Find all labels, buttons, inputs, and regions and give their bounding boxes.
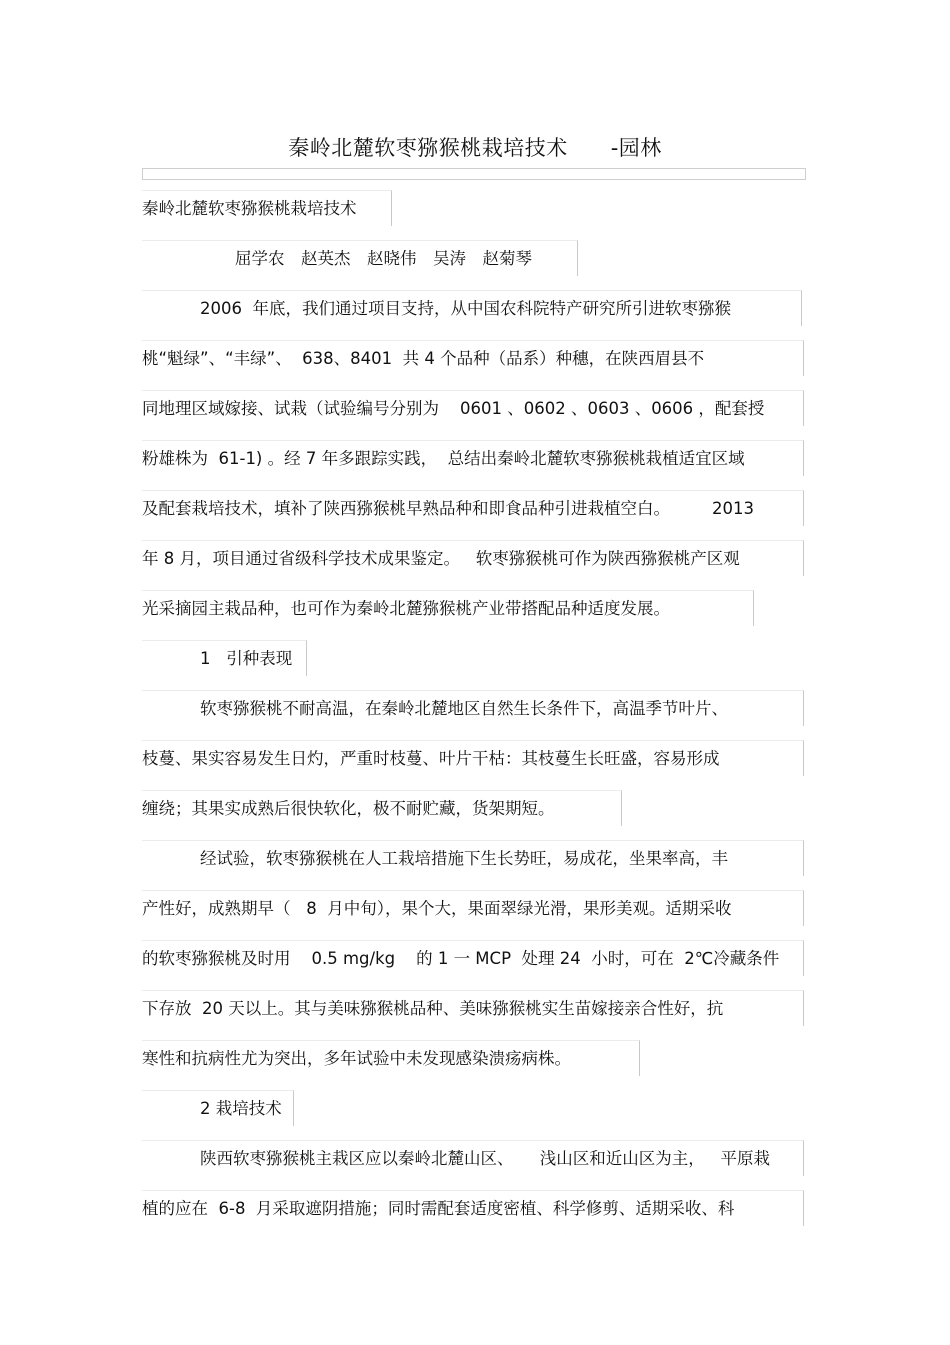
page-title: 秦岭北麓软枣猕猴桃栽培技术 -园林 <box>288 136 662 160</box>
body-line: 寒性和抗病性尤为突出，多年试验中未发现感染溃疡病株。 <box>142 1040 640 1076</box>
author-line: 屈学农 赵英杰 赵晓伟 吴涛 赵菊琴 <box>142 240 578 276</box>
title-divider-bar <box>142 168 806 180</box>
body-line: 粉雄株为 61-1) 。经 7 年多跟踪实践， 总结出秦岭北麓软枣猕猴桃栽植适宜区域 <box>142 440 804 476</box>
body-line: 陕西软枣猕猴桃主栽区应以秦岭北麓山区、 浅山区和近山区为主， 平原栽 <box>142 1140 804 1176</box>
body-line: 经试验，软枣猕猴桃在人工栽培措施下生长势旺，易成花，坐果率高，丰 <box>142 840 804 876</box>
body-line: 2006 年底，我们通过项目支持，从中国农科院特产研究所引进软枣猕猴 <box>142 290 802 326</box>
body-line: 桃“魁绿”、“丰绿”、 638、8401 共 4 个品种（品系）种穗，在陕西眉县不 <box>142 340 804 376</box>
section-heading: 2 栽培技术 <box>142 1090 294 1126</box>
body-line: 及配套栽培技术，填补了陕西猕猴桃早熟品种和即食品种引进栽植空白。 2013 <box>142 490 804 526</box>
body-line: 的软枣猕猴桃及时用 0.5 mg/kg 的 1 一 MCP 处理 24 小时，可在 2℃冷藏条件 <box>142 940 804 976</box>
body-line: 同地理区域嫁接、试栽（试验编号分别为 0601 、0602 、0603 、0606 ，配套授 <box>142 390 804 426</box>
section-heading: 1 引种表现 <box>142 640 307 676</box>
body-line: 枝蔓、果实容易发生日灼，严重时枝蔓、叶片干枯：其枝蔓生长旺盛，容易形成 <box>142 740 804 776</box>
body-line: 软枣猕猴桃不耐高温，在秦岭北麓地区自然生长条件下，高温季节叶片、 <box>142 690 804 726</box>
body-line: 植的应在 6-8 月采取遮阴措施；同时需配套适度密植、科学修剪、适期采收、科 <box>142 1190 804 1226</box>
body-line: 下存放 20 天以上。其与美味猕猴桃品种、美味猕猴桃实生苗嫁接亲合性好，抗 <box>142 990 804 1026</box>
body-line: 产性好，成熟期早（ 8 月中旬），果个大，果面翠绿光滑，果形美观。适期采收 <box>142 890 804 926</box>
body-line: 光采摘园主栽品种，也可作为秦岭北麓猕猴桃产业带搭配品种适度发展。 <box>142 590 754 626</box>
body-line: 缠绕；其果实成熟后很快软化，极不耐贮藏，货架期短。 <box>142 790 622 826</box>
document-subtitle: 秦岭北麓软枣猕猴桃栽培技术 <box>142 190 392 226</box>
body-line: 年 8 月，项目通过省级科学技术成果鉴定。 软枣猕猴桃可作为陕西猕猴桃产区观 <box>142 540 804 576</box>
